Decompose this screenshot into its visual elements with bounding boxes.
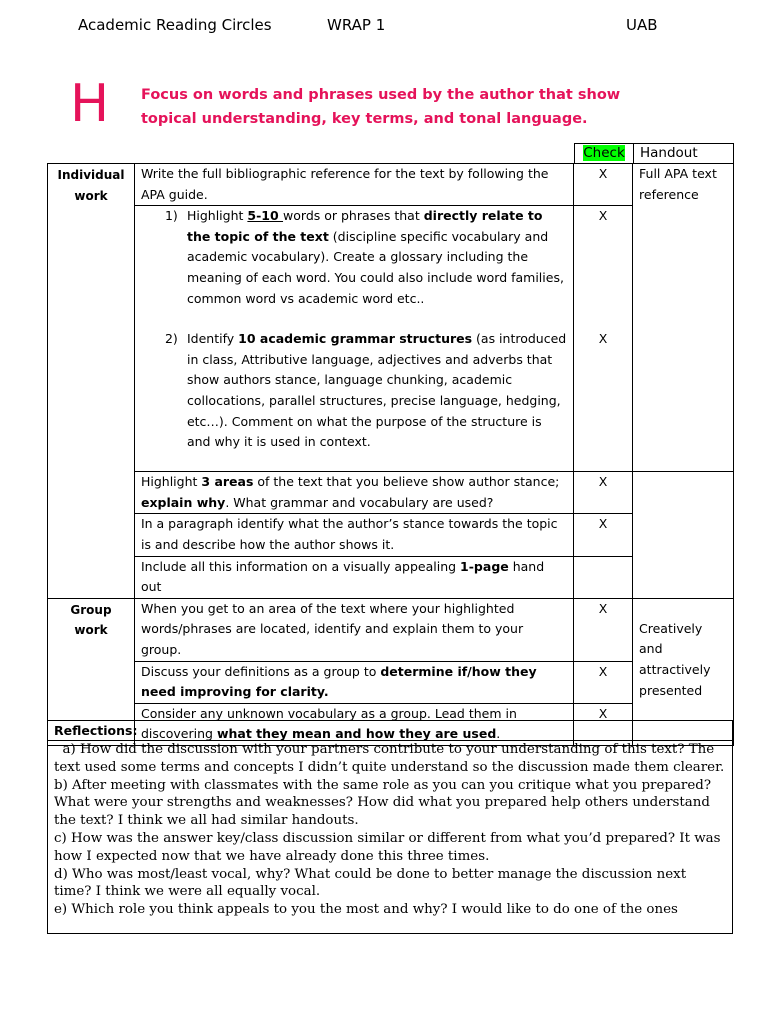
task-unknown-vocabulary: Consider any unknown vocabulary as a group. Lead them in discovering what they mean and how they are used.	[134, 703, 573, 745]
handout-creative: Creatively and attractively presented	[633, 598, 734, 745]
header-left: Academic Reading Circles	[78, 16, 272, 34]
role-letter: H	[70, 74, 110, 134]
handout-apa-reference: Full APA text reference	[633, 164, 734, 472]
reflections-body	[48, 741, 732, 919]
reflection-answer: a) How did the discussion with your partners contribute to your understanding of this text? The text used some terms and concepts I didn’t quite understand so the discussion made them clearer.	[54, 742, 725, 775]
header-middle: WRAP 1	[327, 16, 386, 34]
focus-instruction: Focus on words and phrases used by the author that show topical understanding, key terms, and tonal language.	[141, 87, 621, 127]
reflections-title: Reflections:	[48, 721, 732, 741]
task-author-stance-areas: Highlight 3 areas of the text that you believe show author stance; explain why. What grammar and vocabulary are used?	[134, 472, 573, 514]
check-mark: X	[574, 514, 633, 556]
check-mark: X	[574, 164, 633, 206]
check-mark: X	[598, 208, 608, 224]
check-mark: X	[574, 703, 633, 745]
check-mark: X	[574, 598, 633, 661]
reflections-box	[47, 720, 733, 934]
list-item: 2) Identify 10 academic grammar structures (as introduced in class, Attributive language, adjectives and adverbs that show authors stance, language chunking, academic collocations, parallel structures, precise language, hedging, etc…). Comment on what the purpose of the structure is and why it is used in context.	[164, 331, 567, 450]
task-numbered-list	[134, 206, 573, 472]
reflection-answer: c) How was the answer key/class discussion similar or different from what you’d prepared? It was how I expected now that we have already done this three times.	[54, 830, 721, 864]
check-mark: X	[574, 472, 633, 514]
check-mark: X	[598, 330, 608, 346]
column-headers	[574, 143, 734, 164]
task-explain-to-group: When you get to an area of the text where your highlighted words/phrases are located, identify and explain them to your group.	[134, 598, 573, 661]
section-group: Group work	[48, 598, 135, 745]
reflection-answer: b) After meeting with classmates with the same role as you can you critique what you prepared? What were your strengths and weaknesses? How did what you prepared help others understand the text? I think we all had similar handouts.	[54, 777, 712, 829]
reflection-answer: d) Who was most/least vocal, why? What could be done to better manage the discussion next time? I think we were all equally vocal.	[54, 866, 687, 900]
reflection-answer: e) Which role you think appeals to you the most and why? I would like to do one of the ones	[54, 902, 678, 918]
task-one-page-handout: Include all this information on a visually appealing 1-page hand out	[134, 556, 573, 598]
check-column-header: Check	[583, 145, 625, 161]
task-table	[47, 163, 734, 746]
task-bibliographic-reference: Write the full bibliographic reference for the text by following the APA guide.	[134, 164, 573, 206]
task-stance-paragraph: In a paragraph identify what the author’s stance towards the topic is and describe how the author shows it.	[134, 514, 573, 556]
header-right: UAB	[626, 16, 658, 34]
list-item: 1) Highlight 5-10 words or phrases that directly relate to the topic of the text (discipline specific vocabulary and academic vocabulary). Create a glossary including the meaning of each word. You could also include word families, common word vs academic word etc..	[164, 208, 564, 306]
check-mark: X	[574, 661, 633, 703]
handout-column-header: Handout	[634, 144, 734, 164]
task-discuss-definitions: Discuss your definitions as a group to determine if/how they need improving for clarity.	[134, 661, 573, 703]
section-individual: Individual work	[48, 164, 135, 599]
